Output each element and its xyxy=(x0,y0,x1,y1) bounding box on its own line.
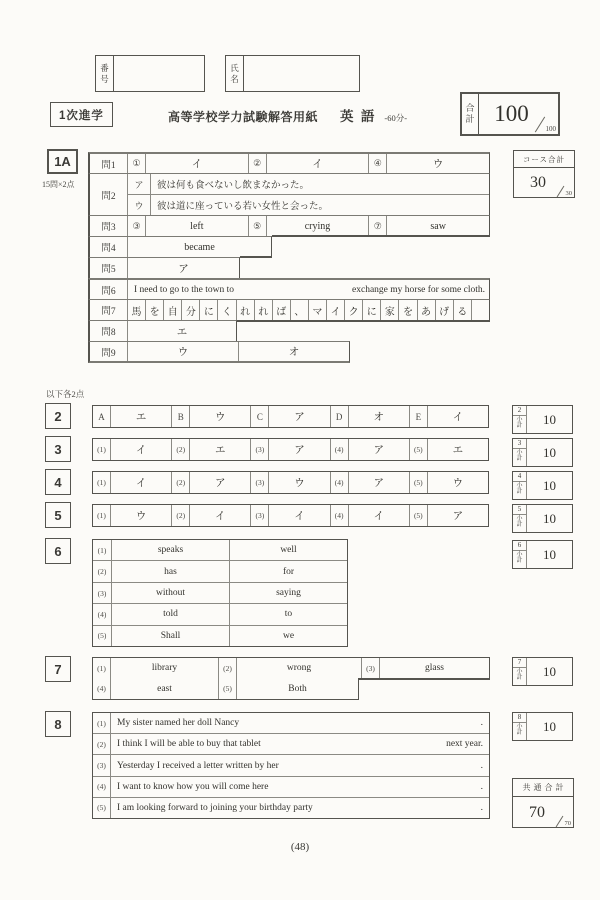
section-7-row1 xyxy=(92,657,490,679)
s5-answer-5: ア xyxy=(452,511,464,522)
section-2-subtotal-box xyxy=(512,405,573,434)
section-5-subtotal-value: 10 xyxy=(543,510,556,526)
student-number-box xyxy=(95,55,205,92)
q1-answer-3: ウ xyxy=(432,159,444,170)
s5-answer-3: イ xyxy=(269,505,330,526)
subject-label: 英 語 xyxy=(340,109,377,124)
s8-tail-4: . xyxy=(480,781,483,792)
s2-label-b: B xyxy=(172,406,190,427)
s6-row xyxy=(93,626,347,646)
q6-row xyxy=(88,278,490,300)
s6-label-2: (2) xyxy=(93,561,112,581)
page-number: (48) xyxy=(290,841,310,853)
section-5-subtotal-id: 5 xyxy=(513,505,526,515)
subtotal-label: 小計 xyxy=(516,483,523,496)
q7-char-cell: る xyxy=(454,300,472,320)
s8-text-4 xyxy=(111,777,489,797)
q2-subrow-1 xyxy=(128,174,489,195)
s2-answer-b: ウ xyxy=(190,406,251,427)
q9-answer-1: ウ xyxy=(128,342,239,361)
step-line-s7 xyxy=(358,678,490,680)
s8-text-2 xyxy=(111,734,489,754)
section-1a-points-note: 15問×2点 xyxy=(42,180,75,189)
q7-char-cell: 家 xyxy=(381,300,399,320)
q6-body xyxy=(128,280,489,299)
q7-char-cell: く xyxy=(218,300,236,320)
grand-total-max: 100 xyxy=(545,125,556,133)
q7-char-cell: に xyxy=(363,300,381,320)
s8-sentence-1: My sister named her doll Nancy xyxy=(117,718,240,729)
s3-answer-5: エ xyxy=(452,445,464,456)
s5-label-3: (3) xyxy=(251,505,269,526)
s6-label-5: (5) xyxy=(93,626,112,646)
sheet-title: 高等学校学力試験解答用紙 xyxy=(168,110,319,124)
s8-label-5: (5) xyxy=(93,798,111,818)
s6-row xyxy=(93,604,347,625)
s8-text-5 xyxy=(111,798,489,818)
s8-text-3 xyxy=(111,755,489,775)
subtotal-label: 小計 xyxy=(516,516,523,529)
s7-answer-5: Both xyxy=(288,683,307,694)
section-8-subtotal-id: 8 xyxy=(513,713,526,723)
s8-tail-3: . xyxy=(480,760,483,771)
s4-label-1: (1) xyxy=(93,472,111,493)
s8-row xyxy=(93,777,489,798)
s6-row xyxy=(93,583,347,604)
q6-prefix: I need to go to the town to xyxy=(134,284,234,295)
q4-label: 問4 xyxy=(90,237,128,257)
common-total-label: 共通合計 xyxy=(513,779,573,797)
s5-label-1: (1) xyxy=(93,505,111,526)
grand-total-box xyxy=(460,92,560,136)
duration-label: -60分- xyxy=(384,113,408,123)
s6-answer-3b: saying xyxy=(276,588,301,599)
section-2-strip xyxy=(92,405,489,428)
s6-answer-1a: speaks xyxy=(112,540,230,560)
q3-answer-3: saw xyxy=(430,220,446,232)
s8-sentence-5: I am looking forward to joining your birthday party xyxy=(117,802,313,813)
s8-label-1: (1) xyxy=(93,713,111,733)
s6-answer-5b: we xyxy=(282,630,295,641)
section-4-subtotal-box xyxy=(512,471,573,500)
q1-answer-1: イ xyxy=(146,154,249,173)
section-8-subtotal-box xyxy=(512,712,573,741)
q8-row xyxy=(88,320,237,342)
s2-label-e: E xyxy=(410,406,428,427)
q1-row xyxy=(88,152,490,174)
s8-row xyxy=(93,734,489,755)
q2-text-1: 彼は何も食べないし飲まなかった。 xyxy=(157,181,310,191)
s6-row xyxy=(93,561,347,582)
student-number-field[interactable] xyxy=(114,56,204,91)
common-total-box xyxy=(512,778,574,828)
q7-char-cell: 自 xyxy=(164,300,182,320)
s3-label-2: (2) xyxy=(172,439,190,460)
q7-label: 問7 xyxy=(90,300,128,320)
grand-total-label: 合計 xyxy=(465,103,475,124)
section-6-subtotal-value: 10 xyxy=(543,546,556,562)
s2-label-d: D xyxy=(331,406,349,427)
q1-answer-2: イ xyxy=(267,154,370,173)
section-4-subtotal-value: 10 xyxy=(543,477,556,493)
s8-sentence-3: Yesterday I received a letter written by her xyxy=(117,760,279,771)
q4-row xyxy=(88,236,272,258)
q4-answer: became xyxy=(184,241,215,253)
s6-answer-1b: well xyxy=(280,545,297,556)
s7-answer-3: glass xyxy=(425,663,444,673)
section-7-badge: 7 xyxy=(45,656,71,682)
q3-answer-2: crying xyxy=(267,216,370,236)
s8-row xyxy=(93,755,489,776)
section-6-badge: 6 xyxy=(45,538,71,564)
section-5-badge: 5 xyxy=(45,502,71,528)
section-5-subtotal-idcol xyxy=(513,505,527,532)
subtotal-label: 小計 xyxy=(516,552,523,565)
section-3-subtotal-id: 3 xyxy=(513,439,526,449)
q2-row xyxy=(88,173,490,216)
q6-label: 問6 xyxy=(90,280,128,299)
s8-label-3: (3) xyxy=(93,755,111,775)
s5-label-4: (4) xyxy=(331,505,349,526)
s7-label-4: (4) xyxy=(93,678,111,699)
s3-label-4: (4) xyxy=(331,439,349,460)
common-total-max: 70 xyxy=(564,820,571,827)
course-total-box xyxy=(513,150,575,198)
s4-label-4: (4) xyxy=(331,472,349,493)
q7-row xyxy=(88,299,490,321)
q7-char-cell: に xyxy=(200,300,218,320)
section-2-subtotal-id: 2 xyxy=(513,406,526,416)
s6-answer-5a: Shall xyxy=(112,626,230,646)
section-7-row2 xyxy=(92,678,359,700)
section-8-subtotal-value: 10 xyxy=(543,718,556,734)
common-total-value: 70 xyxy=(529,803,545,821)
section-3-badge: 3 xyxy=(45,436,71,462)
q9-row xyxy=(88,341,350,363)
s6-label-1: (1) xyxy=(93,540,112,560)
s7-answer-1: library xyxy=(111,658,219,678)
s6-answer-2a: has xyxy=(112,561,230,581)
course-total-max: 30 xyxy=(565,190,572,197)
s8-row xyxy=(93,713,489,734)
q7-char-cell: れ xyxy=(237,300,255,320)
section-2-subtotal-value: 10 xyxy=(543,411,556,427)
section-4-strip xyxy=(92,471,489,494)
step-line-q7 xyxy=(237,320,490,322)
q2-label: 問2 xyxy=(90,174,128,215)
q1-num-1: ① xyxy=(128,154,146,173)
subtotal-label: 小計 xyxy=(516,450,523,463)
grand-total-value: 100 xyxy=(494,101,529,126)
s4-answer-4: ア xyxy=(349,472,410,493)
q7-char-cell: を xyxy=(399,300,417,320)
grand-total-value-area xyxy=(479,94,558,134)
q7-char-cell: 、 xyxy=(291,300,309,320)
section-8-table xyxy=(92,712,490,819)
s4-answer-2: ア xyxy=(190,472,251,493)
q8-label: 問8 xyxy=(90,321,128,341)
s3-label-3: (3) xyxy=(251,439,269,460)
student-number-label: 番号 xyxy=(100,63,109,84)
q3-label: 問3 xyxy=(90,216,128,236)
section-8-badge: 8 xyxy=(45,711,71,737)
section-3-subtotal-box xyxy=(512,438,573,467)
s7-answer-4: east xyxy=(111,678,219,699)
step-line-q3 xyxy=(272,235,490,237)
q9-answer-2: オ xyxy=(288,347,300,358)
s8-tail-1: . xyxy=(480,718,483,729)
q7-char-cell-empty xyxy=(472,300,489,320)
s5-label-2: (2) xyxy=(172,505,190,526)
q5-label: 問5 xyxy=(90,258,128,278)
section-6-table xyxy=(92,539,348,647)
s7-label-2: (2) xyxy=(219,658,237,678)
section-4-badge: 4 xyxy=(45,469,71,495)
s2-answer-c: ア xyxy=(269,406,330,427)
section-4-subtotal-id: 4 xyxy=(513,472,526,482)
q2-body xyxy=(128,174,489,215)
s3-answer-1: イ xyxy=(111,439,172,460)
student-name-field[interactable] xyxy=(244,56,359,91)
student-number-label-col xyxy=(96,56,114,91)
s6-label-3: (3) xyxy=(93,583,112,603)
subtotal-label: 小計 xyxy=(516,724,523,737)
s6-answer-4b: to xyxy=(284,609,293,620)
section-6-subtotal-id: 6 xyxy=(513,541,526,551)
s2-answer-e: イ xyxy=(452,412,464,423)
q7-char-cell: ク xyxy=(345,300,363,320)
s4-answer-5: ウ xyxy=(452,478,464,489)
s4-answer-3: ウ xyxy=(269,472,330,493)
q7-char-cell: 馬 xyxy=(128,300,146,320)
q7-char-cell: れ xyxy=(255,300,273,320)
section-6-subtotal-box xyxy=(512,540,573,569)
s5-label-5: (5) xyxy=(410,505,428,526)
section-3-strip xyxy=(92,438,489,461)
course-total-value-area xyxy=(514,168,574,198)
s7-label-1: (1) xyxy=(93,658,111,678)
s7-label-3: (3) xyxy=(362,658,380,678)
step-line-q4 xyxy=(240,256,272,258)
q3-num-2: ⑤ xyxy=(249,216,267,236)
s8-text-1 xyxy=(111,713,489,733)
s3-answer-4: ア xyxy=(349,439,410,460)
s4-label-5: (5) xyxy=(410,472,428,493)
s5-answer-1: ウ xyxy=(111,505,172,526)
student-name-box xyxy=(225,55,360,92)
s8-tail-2: next year. xyxy=(446,739,483,750)
q2-sublabel-1: ア xyxy=(128,174,151,194)
q9-label: 問9 xyxy=(90,342,128,361)
section-2-badge: 2 xyxy=(45,403,71,429)
s8-label-4: (4) xyxy=(93,777,111,797)
section-7-subtotal-box xyxy=(512,657,573,686)
section-1a-badge: 1A xyxy=(47,149,78,174)
s4-label-2: (2) xyxy=(172,472,190,493)
q1-num-3: ④ xyxy=(369,154,387,173)
q8-answer: エ xyxy=(176,326,188,338)
s3-label-5: (5) xyxy=(410,439,428,460)
s8-label-2: (2) xyxy=(93,734,111,754)
s3-answer-3: ア xyxy=(269,439,330,460)
s6-answer-3a: without xyxy=(112,583,230,603)
q3-row xyxy=(88,215,490,237)
subtotal-label: 小計 xyxy=(516,417,523,430)
s5-answer-2: イ xyxy=(190,505,251,526)
section-7-subtotal-idcol xyxy=(513,658,527,685)
s6-answer-2b: for xyxy=(282,566,295,577)
s8-sentence-4: I want to know how you will come here xyxy=(117,781,269,792)
common-total-value-area xyxy=(513,797,573,828)
q5-row xyxy=(88,257,240,279)
s4-label-3: (3) xyxy=(251,472,269,493)
s5-answer-4: イ xyxy=(349,505,410,526)
q7-char-cell: あ xyxy=(418,300,436,320)
course-total-value: 30 xyxy=(530,174,546,191)
q7-char-cell: マ xyxy=(309,300,327,320)
q2-text-2: 彼は道に座っている若い女性と会った。 xyxy=(157,202,329,212)
subtotal-label: 小計 xyxy=(516,669,523,682)
course-badge: 1次進学 xyxy=(50,102,113,127)
section-5-subtotal-box xyxy=(512,504,573,533)
section-4-subtotal-idcol xyxy=(513,472,527,499)
q2-subrow-2 xyxy=(128,195,489,215)
s8-sentence-2: I think I will be able to buy that tablet xyxy=(117,739,261,750)
section-6-subtotal-idcol xyxy=(513,541,527,568)
section-8-subtotal-idcol xyxy=(513,713,527,740)
course-total-label: コース合計 xyxy=(514,151,574,168)
q7-char-cell: イ xyxy=(327,300,345,320)
q2-sublabel-2: ウ xyxy=(128,195,151,215)
s8-row xyxy=(93,798,489,818)
q3-num-3: ⑦ xyxy=(369,216,387,236)
s7-answer-2: wrong xyxy=(237,658,362,678)
sheet-title-block xyxy=(168,105,468,125)
section-2-subtotal-idcol xyxy=(513,406,527,433)
section-7-subtotal-value: 10 xyxy=(543,663,556,679)
s6-answer-4a: told xyxy=(112,604,230,624)
s2-label-a: A xyxy=(93,406,111,427)
section-3-subtotal-value: 10 xyxy=(543,444,556,460)
s8-tail-5: . xyxy=(480,802,483,813)
s2-label-c: C xyxy=(251,406,269,427)
section-7-subtotal-id: 7 xyxy=(513,658,526,668)
s7-label-5: (5) xyxy=(219,678,237,699)
q3-answer-1: left xyxy=(146,216,249,236)
s2-answer-d: オ xyxy=(349,406,410,427)
points-note-2: 以下各2点 xyxy=(46,389,85,399)
student-name-label: 氏名 xyxy=(230,63,239,84)
s6-label-4: (4) xyxy=(93,604,112,624)
q7-char-cell: を xyxy=(146,300,164,320)
q7-char-cell: ば xyxy=(273,300,291,320)
section-3-subtotal-idcol xyxy=(513,439,527,466)
s2-answer-a: エ xyxy=(111,406,172,427)
q5-answer: ア xyxy=(178,263,189,275)
section-5-strip xyxy=(92,504,489,527)
q3-num-1: ③ xyxy=(128,216,146,236)
student-name-label-col xyxy=(226,56,244,91)
q6-answer: exchange my horse for some cloth. xyxy=(352,284,485,295)
s4-answer-1: イ xyxy=(111,472,172,493)
s3-label-1: (1) xyxy=(93,439,111,460)
q1-num-2: ② xyxy=(249,154,267,173)
q7-char-cell: げ xyxy=(436,300,454,320)
s6-row xyxy=(93,540,347,561)
grand-total-label-col xyxy=(462,94,479,134)
q7-char-cell: 分 xyxy=(182,300,200,320)
s3-answer-2: エ xyxy=(190,439,251,460)
q1-label: 問1 xyxy=(90,154,128,173)
